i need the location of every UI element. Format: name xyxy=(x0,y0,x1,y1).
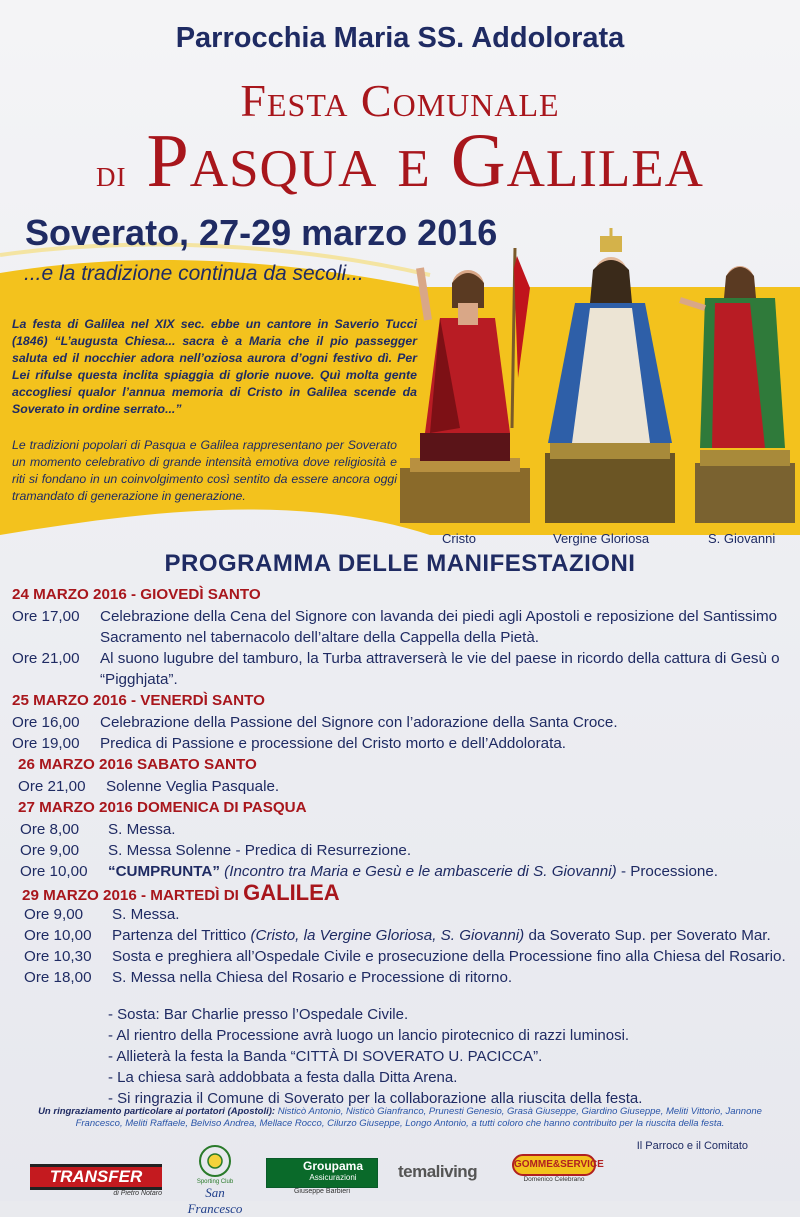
trittico-detail: (Cristo, la Vergine Gloriosa, S. Giovanni) xyxy=(250,927,525,944)
event-date: Soverato, 27-29 marzo 2016 xyxy=(25,212,498,253)
thanks-lead: Un ringraziamento particolare ai portatori (Apostoli): xyxy=(38,1106,276,1117)
caption-cristo: Cristo xyxy=(442,531,476,546)
day-heading: 27 MARZO 2016 DOMENICA DI PASQUA xyxy=(18,799,307,816)
event-time: Ore 17,00 xyxy=(12,608,80,625)
transfer-logo xyxy=(30,1164,162,1197)
event-time: Ore 19,00 xyxy=(12,735,80,752)
note-item: - La chiesa sarà addobbata a festa dalla Ditta Arena. xyxy=(108,1069,458,1086)
day-heading: 25 MARZO 2016 - VENERDÌ SANTO xyxy=(12,692,265,709)
thanks-text xyxy=(30,1106,770,1130)
note-item: - Allieterà la festa la Banda “CITTÀ DI SOVERATO U. PACICCA”. xyxy=(108,1048,543,1065)
groupama-text xyxy=(289,1159,377,1187)
note-item: - Al rientro della Processione avrà luogo un lancio pirotecnico di razzi luminosi. xyxy=(108,1027,630,1044)
event-time: Ore 10,00 xyxy=(24,927,92,944)
event-row xyxy=(12,606,794,648)
event-row xyxy=(12,733,794,754)
event-desc: S. Messa. xyxy=(108,821,176,838)
caption-vergine: Vergine Gloriosa xyxy=(553,531,650,546)
event-row xyxy=(12,712,794,733)
gomme-service-logo xyxy=(512,1154,604,1183)
event-desc: Solenne Veglia Pasquale. xyxy=(106,778,280,795)
day-heading-prefix: 29 MARZO 2016 - MARTEDÌ DI xyxy=(22,887,239,904)
notes-list xyxy=(108,1004,642,1109)
groupama-name: Groupama xyxy=(302,1159,363,1173)
cumprunta-label: “CUMPRUNTA” xyxy=(108,863,220,880)
event-row xyxy=(12,861,794,882)
event-row xyxy=(12,819,794,840)
schedule xyxy=(12,584,794,988)
sponsors-bar xyxy=(0,1150,800,1216)
signature: Il Parroco e il Comitato xyxy=(636,1140,748,1152)
event-time: Ore 9,00 xyxy=(20,842,80,859)
sporting-name: San Francesco xyxy=(187,1185,243,1216)
festa-main: Pasqua e Galilea xyxy=(146,119,704,203)
festa-title-line1: Festa Comunale xyxy=(240,75,560,126)
sporting-top: Sporting Club xyxy=(196,1179,234,1185)
transfer-sub: di Pietro Notaro xyxy=(113,1190,162,1197)
event-row xyxy=(12,967,794,988)
cumprunta-detail: (Incontro tra Maria e Gesù e le ambascerie di S. Giovanni) xyxy=(224,863,617,880)
event-time: Ore 10,00 xyxy=(20,863,88,880)
event-desc: Al suono lugubre del tamburo, la Turba attraverserà le vie del paese in ricordo della cattura di Gesù o “Pigghjata”. xyxy=(100,650,780,688)
event-time: Ore 9,00 xyxy=(24,906,84,923)
event-time: Ore 21,00 xyxy=(12,650,80,667)
event-desc xyxy=(108,861,794,882)
event-row xyxy=(12,648,794,690)
trittico-before: Partenza del Trittico xyxy=(112,927,247,944)
event-time: Ore 16,00 xyxy=(12,714,80,731)
event-time: Ore 8,00 xyxy=(20,821,80,838)
event-row xyxy=(12,776,794,797)
day-heading-galilea: GALILEA xyxy=(243,880,340,905)
groupama-box xyxy=(266,1158,378,1188)
groupama-sub: Assicurazioni xyxy=(309,1173,357,1182)
sporting-club-logo xyxy=(178,1144,252,1217)
event-desc: S. Messa nella Chiesa del Rosario e Processione di ritorno. xyxy=(112,969,513,986)
gomme-person: Domenico Celebrano xyxy=(523,1176,585,1183)
note-item: - Si ringrazia il Comune di Soverato per la collaborazione alla riuscita della festa. xyxy=(108,1090,643,1107)
groupama-leaf-icon xyxy=(267,1159,289,1187)
intro-text: Le tradizioni popolari di Pasqua e Galilea rappresentano per Soverato un momento celebrativo di grande intensità emotiva dove religiosità e riti si fondano in un coinvolgimento così sentito da essere ancora oggi tramandato di generazione in generazione. xyxy=(12,438,397,503)
event-desc: Celebrazione della Passione del Signore con l’adorazione della Santa Croce. xyxy=(100,714,618,731)
day-heading xyxy=(12,882,794,904)
event-row xyxy=(12,840,794,861)
event-desc: Predica di Passione e processione del Cristo morto e dell’Addolorata. xyxy=(100,735,566,752)
event-desc xyxy=(112,925,794,946)
event-row xyxy=(12,925,794,946)
event-desc: Sosta e preghiera all’Ospedale Civile e prosecuzione della Processione fino alla Chiesa del Rosario. xyxy=(112,948,786,965)
event-desc: Celebrazione della Cena del Signore con lavanda dei piedi agli Apostoli e reposizione del Santissimo Sacramento nel tabernacolo dell’altare della Cappella della Pietà. xyxy=(100,608,778,646)
temaliving-logo: temaliving xyxy=(398,1162,478,1181)
cumprunta-after: - Processione. xyxy=(620,863,719,880)
event-time: Ore 10,30 xyxy=(24,948,92,965)
sporting-emblem-icon xyxy=(195,1144,235,1178)
thanks-names: Nisticò Antonio, Nisticò Gianfranco, Prunesti Genesio, Grasà Giuseppe, Giardino Giuseppe, Meliti Vittorio, Jannone Francesco, Meliti Raffaele, Belviso Andrea, Mellace Rocco, Cilurzo Giuseppe, Longo Antonio, a tutti coloro che hanno contribuito per la riuscita della festa. xyxy=(75,1106,762,1129)
giovanni-statue xyxy=(680,266,795,523)
event-desc: S. Messa Solenne - Predica di Resurrezione. xyxy=(108,842,412,859)
note-item: - Sosta: Bar Charlie presso l’Ospedale Civile. xyxy=(108,1006,409,1023)
event-desc: S. Messa. xyxy=(112,906,180,923)
vergine-statue xyxy=(545,228,675,523)
intro-quote: La festa di Galilea nel XIX sec. ebbe un cantore in Saverio Tucci (1846) “L’augusta Chiesa... sacra è a Maria che il pio passegger saluta ed il nocchier adora nell’oziosa aurora d’ogni festivo dì. Per Lei rifulse questa inclita spiaggia di glorie nuove. Quì molta gente accogliesi qualor l’annua memoria di Cristo in Galilea scende da Soverato in ordine serrato...” xyxy=(12,317,417,416)
groupama-logo xyxy=(266,1158,378,1195)
event-time: Ore 18,00 xyxy=(24,969,92,986)
program-title: PROGRAMMA DELLE MANIFESTAZIONI xyxy=(164,550,636,577)
festa-title-line2 xyxy=(0,118,800,205)
caption-giovanni: S. Giovanni xyxy=(708,531,776,546)
event-time: Ore 21,00 xyxy=(18,778,86,795)
transfer-name: TRANSFER xyxy=(30,1164,162,1190)
gomme-name: GOMME&SERVICE xyxy=(512,1154,596,1176)
groupama-person: Giuseppe Barbieri xyxy=(293,1188,351,1195)
trittico-after: da Soverato Sup. per Soverato Mar. xyxy=(528,927,771,944)
festa-di: di xyxy=(96,153,127,195)
event-row xyxy=(12,904,794,925)
parish-name: Parrocchia Maria SS. Addolorata xyxy=(175,22,625,54)
statues-image xyxy=(400,228,800,533)
cristo-statue xyxy=(400,248,530,523)
tradition-tagline: ...e la tradizione continua da secoli... xyxy=(24,262,364,285)
event-row xyxy=(12,946,794,967)
day-heading: 24 MARZO 2016 - GIOVEDÌ SANTO xyxy=(12,586,261,603)
day-heading: 26 MARZO 2016 SABATO SANTO xyxy=(18,756,257,773)
